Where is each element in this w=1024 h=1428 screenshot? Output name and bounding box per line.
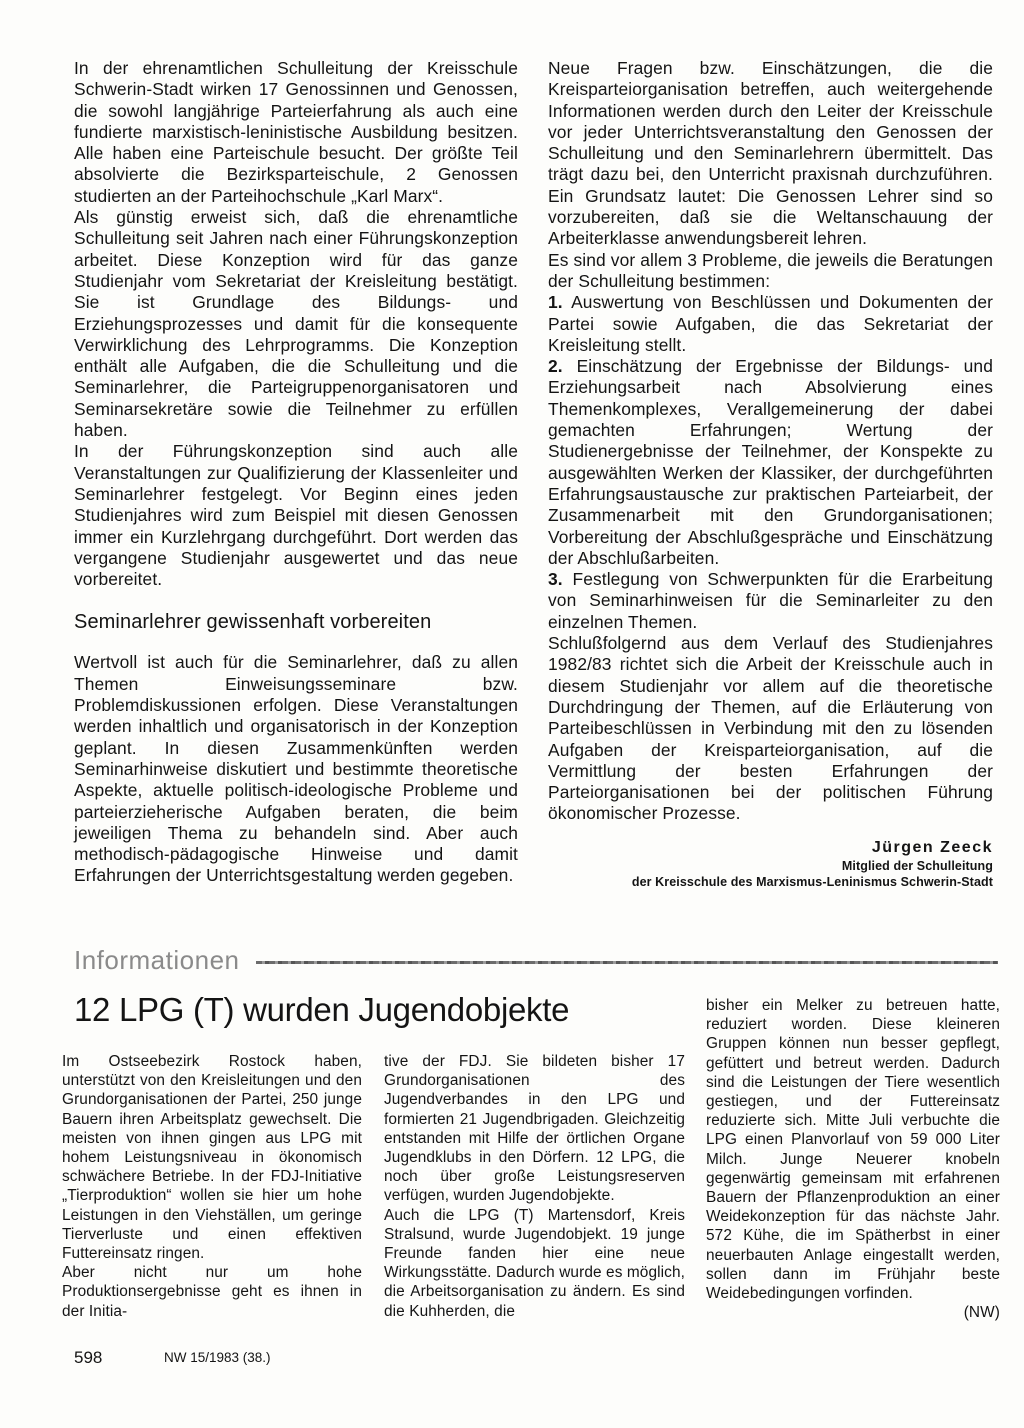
article-headline: 12 LPG (T) wurden Jugendobjekte — [74, 991, 570, 1028]
list-number: 3. — [548, 569, 563, 590]
paragraph: Schlußfolgernd aus dem Verlauf des Studienjahres 1982/83 richtet sich die Arbeit der Kreisschule auch in diesem Studienjahr vor allem auf die theoretische Durchdringung der Themen, auf die Erläuterung von Parteibeschlüssen in Verbindung mit den zu lösenden Aufgaben der Kreisparteiorganisation, auf die Vermittlung der besten Erfahrungen der Parteiorganisationen bei der politischen Führung ökonomischer Prozesse. — [548, 633, 993, 824]
top-right-column — [548, 58, 993, 890]
paragraph: bisher ein Melker zu betreuen hatte, reduziert worden. Diese kleineren Gruppen können nun besser gepflegt, gefüttert und betreut werden. Dadurch sind die Leistungen der Tiere wesentlich gestiegen, und der Futtereinsatz reduzierte sich. Mitte Juli verbuchte die LPG einen Planvorlauf von 59 000 Liter Milch. Junge Neuerer knobeln gegenwärtig gemeinsam mit erfahrenen Bauern der Pflanzenproduktion an einer Weidekonzeption für das nächste Jahr. 572 Kühe, die im Spätherbst in einer neuerbauten Anlage eingestallt werden, sollen dann im Frühjahr beste Weidebedingungen vorfinden. — [706, 997, 1000, 1303]
paragraph: Es sind vor allem 3 Probleme, die jeweils die Beratungen der Schulleitung bestimmen: — [548, 249, 993, 291]
article-column-2 — [384, 1052, 685, 1321]
author-name: Jürgen Zeeck — [871, 838, 993, 856]
author-role: Mitglied der Schulleitung — [841, 858, 993, 873]
paragraph: Auch die LPG (T) Martensdorf, Kreis Stralsund, wurde Jugendobjekt. 19 junge Freunde fanden hier eine neue Wirkungsstätte. Dadurch wurde es möglich, die Arbeitsorganisation zu ändern. Es sind die Kuhherden, die — [384, 1206, 685, 1320]
list-number: 1. — [548, 292, 563, 313]
list-item — [548, 569, 993, 633]
list-text: Einschätzung der Ergebnisse der Bildungs- und Erziehungsarbeit nach Absolvierung eines Themenkomplexes, Verallgemeinerung der dabei gemachten Erfahrungen; Wertung der Studienergebnisse der Teilnehmer, der Konspekte zu ausgewählten Werken der Klassiker, der durchgeführten Erfahrungsaustausche zur praktischen Parteiarbeit, der Zusammenarbeit mit den Grundorganisationen; Vorbereitung der Abschlußgespräche und Einschätzung der Abschlußarbeiten. — [548, 356, 993, 568]
top-left-column — [74, 58, 518, 887]
section-divider — [256, 961, 998, 964]
paragraph: tive der FDJ. Sie bildeten bisher 17 Grundorganisationen des Jugendverbandes in den LPG und formierten 21 Jugendbrigaden. Gleichzeitig entstanden mit Hilfe der örtlichen Organe Jugendklubs in den Dörfern. 12 LPG, die noch über große Leistungsreserven verfügen, wurden Jugendobjekte. — [384, 1053, 685, 1205]
page-number: 598 — [74, 1348, 103, 1367]
list-text: Festlegung von Schwerpunkten für die Erarbeitung von Seminarhinweisen für die Seminarleiter zu den einzelnen Themen. — [548, 569, 994, 632]
section-label: Informationen — [74, 945, 240, 975]
author-role: der Kreisschule des Marxismus-Leninismus Schwerin-Stadt — [631, 874, 993, 889]
paragraph: Wertvoll ist auch für die Seminarlehrer, daß zu allen Themen Einweisungsseminare bzw. Problemdiskussionen erfolgen. Diese Veranstaltungen werden inhaltlich und organisatorisch in der Konzeption geplant. In diesen Zusammenkünften werden Seminarhinweise diskutiert und bestimmte theoretische Aspekte, aktuelle politisch-ideologische Probleme und parteierzieherische Aufgaben beraten, die beim jeweiligen Thema zu behandeln sind. Aber auch methodisch-pädagogische Hinweise und damit Erfahrungen der Unterrichtsgestaltung werden gegeben. — [74, 652, 518, 886]
paragraph: Im Ostseebezirk Rostock haben, unterstützt von den Kreisleitungen und den Grundorganisationen der Partei, 250 junge Bauern ihren Arbeitsplatz gewechselt. Die meisten von ihnen gingen aus LPG mit hohem Leistungsniveau in ökonomisch schwächere Betriebe. In der FDJ-Initiative „Tierproduktion“ wollen sie hier um hohe Leistungen in den Viehställen, um geringe Tierverluste und einen effektiven Futtereinsatz ringen. — [62, 1053, 362, 1263]
paragraph: Aber nicht nur um hohe Produktionsergebnisse geht es ihnen in der Initia- — [62, 1264, 362, 1320]
paragraph: In der ehrenamtlichen Schulleitung der Kreisschule Schwerin-Stadt wirken 17 Genossinnen und Genossen, die sowohl langjährige Parteierfahrung als auch eine fundierte marxistisch-leninistische Ausbildung besitzen. Alle haben eine Parteischule besucht. Der größte Teil absolvierte die Bezirksparteischule, 2 Genossen studierten an der Parteihochschule „Karl Marx“. — [74, 58, 518, 206]
list-text: Auswertung von Beschlüssen und Dokumenten der Partei sowie Aufgaben, die das Sekretariat der Kreisleitung stellt. — [548, 292, 993, 355]
paragraph: Neue Fragen bzw. Einschätzungen, die die Kreisparteiorganisation betreffen, auch weitergehende Informationen werden durch den Leiter der Kreisschule vor jeder Unterrichtsveranstaltung den Genossen der Schulleitung und den Seminarlehrern übermittelt. Das trägt dazu bei, den Unterricht praxisnah durchzuführen. Ein Grundsatz lautet: Die Genossen Lehrer sind so vorzubereiten, daß sie die Weltanschauung der Arbeiterklasse anwendungsbereit lehren. — [548, 58, 993, 249]
list-number: 2. — [548, 356, 563, 377]
article-column-3 — [706, 996, 1000, 1322]
list-item — [548, 356, 993, 569]
article-column-1 — [62, 1052, 362, 1321]
paragraph: In der Führungskonzeption sind auch alle Veranstaltungen zur Qualifizierung der Klassenleiter und Seminarlehrer festgelegt. Vor Beginn eines jeden Studienjahres wird zum Beispiel mit diesen Genossen immer ein Kurzlehrgang durchgeführt. Dort werden das vergangene Studienjahr ausgewertet und das neue vorbereitet. — [74, 441, 518, 590]
paragraph: Als günstig erweist sich, daß die ehrenamtliche Schulleitung seit Jahren nach einer Führungskonzeption arbeitet. Diese Konzeption wird für das ganze Studienjahr vom Sekretariat der Kreisleitung bestätigt. Sie ist Grundlage des Bildungs- und Erziehungsprozesses und damit für die konsequente Verwirklichung des Lehrprogramms. Die Konzeption enthält alle Aufgaben, die die Schulleitung und die Seminarlehrer, die Parteigruppenorganisatoren und Seminarsekretäre sowie die Teilnehmer zu erfüllen haben. — [74, 207, 518, 441]
article-source: (NW) — [963, 1304, 1000, 1322]
subheading: Seminarlehrer gewissenhaft vorbereiten — [74, 611, 432, 634]
list-item — [548, 292, 993, 356]
issue-reference: NW 15/1983 (38.) — [164, 1350, 271, 1365]
